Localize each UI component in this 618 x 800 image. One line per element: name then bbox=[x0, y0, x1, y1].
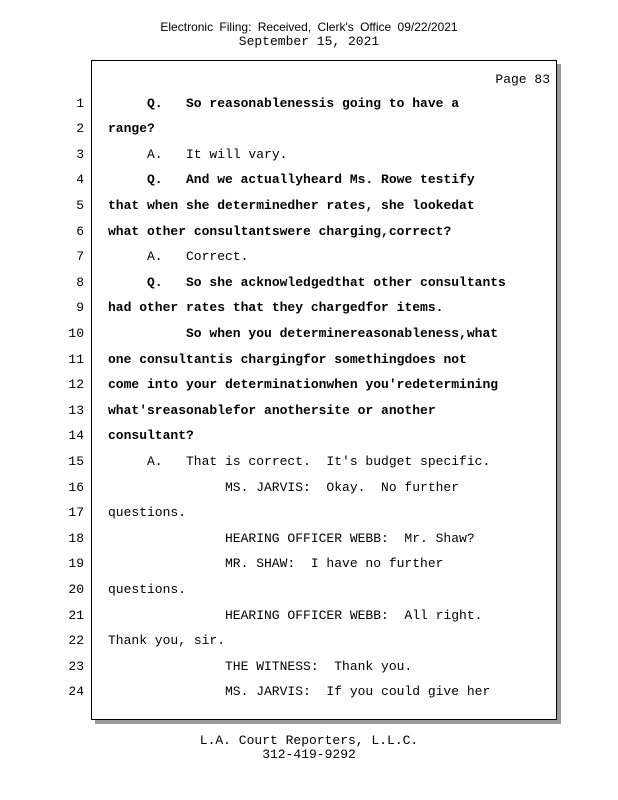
line-number: 22 bbox=[68, 633, 84, 648]
transcript-line: range? bbox=[108, 121, 155, 136]
line-number: 5 bbox=[76, 198, 84, 213]
reporter-company: L.A. Court Reporters, L.L.C. bbox=[199, 733, 419, 748]
line-number: 14 bbox=[68, 428, 84, 443]
hearing-date: September 15, 2021 bbox=[238, 34, 380, 49]
transcript-line: what'sreasonablefor anothersite or another bbox=[108, 403, 436, 418]
transcript-line: A. That is correct. It's budget specific. bbox=[147, 454, 491, 469]
line-number: 10 bbox=[68, 326, 84, 341]
transcript-line: So when you determinereasonableness,what bbox=[186, 326, 499, 341]
transcript-line: one consultantis chargingfor somethingdoes not bbox=[108, 352, 467, 367]
line-number: 13 bbox=[68, 403, 84, 418]
line-number: 8 bbox=[76, 275, 84, 290]
line-number: 23 bbox=[68, 659, 84, 674]
transcript-line: HEARING OFFICER WEBB: Mr. Shaw? bbox=[225, 531, 475, 546]
line-number: 3 bbox=[76, 147, 84, 162]
line-number: 2 bbox=[76, 121, 84, 136]
transcript-line: consultant? bbox=[108, 428, 194, 443]
transcript-line: Q. And we actuallyheard Ms. Rowe testify bbox=[147, 172, 475, 187]
line-number: 7 bbox=[76, 249, 84, 264]
filing-stamp: Electronic Filing: Received, Clerk's Office 09/22/2021 bbox=[160, 20, 458, 34]
page-number: Page 83 bbox=[495, 72, 550, 87]
line-number: 4 bbox=[76, 172, 84, 187]
line-number: 19 bbox=[68, 556, 84, 571]
transcript-line: had other rates that they chargedfor items. bbox=[108, 300, 444, 315]
transcript-line: A. Correct. bbox=[147, 249, 249, 264]
transcript-line: A. It will vary. bbox=[147, 147, 288, 162]
line-number: 24 bbox=[68, 684, 84, 699]
transcript-line: what other consultantswere charging,correct? bbox=[108, 224, 452, 239]
line-number: 1 bbox=[76, 96, 84, 111]
transcript-line: MR. SHAW: I have no further bbox=[225, 556, 444, 571]
line-number: 11 bbox=[68, 352, 84, 367]
line-number: 20 bbox=[68, 582, 84, 597]
transcript-line: Q. So reasonablenessis going to have a bbox=[147, 96, 460, 111]
transcript-line: THE WITNESS: Thank you. bbox=[225, 659, 413, 674]
transcript-line: HEARING OFFICER WEBB: All right. bbox=[225, 608, 483, 623]
line-number: 9 bbox=[76, 300, 84, 315]
line-number: 21 bbox=[68, 608, 84, 623]
line-number: 18 bbox=[68, 531, 84, 546]
line-number: 17 bbox=[68, 505, 84, 520]
line-number: 15 bbox=[68, 454, 84, 469]
transcript-line: MS. JARVIS: If you could give her bbox=[225, 684, 491, 699]
line-number: 12 bbox=[68, 377, 84, 392]
transcript-line: questions. bbox=[108, 582, 187, 597]
transcript-line: that when she determinedher rates, she lookedat bbox=[108, 198, 475, 213]
reporter-phone: 312-419-9292 bbox=[262, 747, 356, 762]
line-number: 16 bbox=[68, 480, 84, 495]
transcript-line: MS. JARVIS: Okay. No further bbox=[225, 480, 460, 495]
line-number: 6 bbox=[76, 224, 84, 239]
transcript-line: questions. bbox=[108, 505, 187, 520]
transcript-line: Q. So she acknowledgedthat other consultants bbox=[147, 275, 506, 290]
transcript-line: come into your determinationwhen you'redetermining bbox=[108, 377, 499, 392]
transcript-line: Thank you, sir. bbox=[108, 633, 226, 648]
